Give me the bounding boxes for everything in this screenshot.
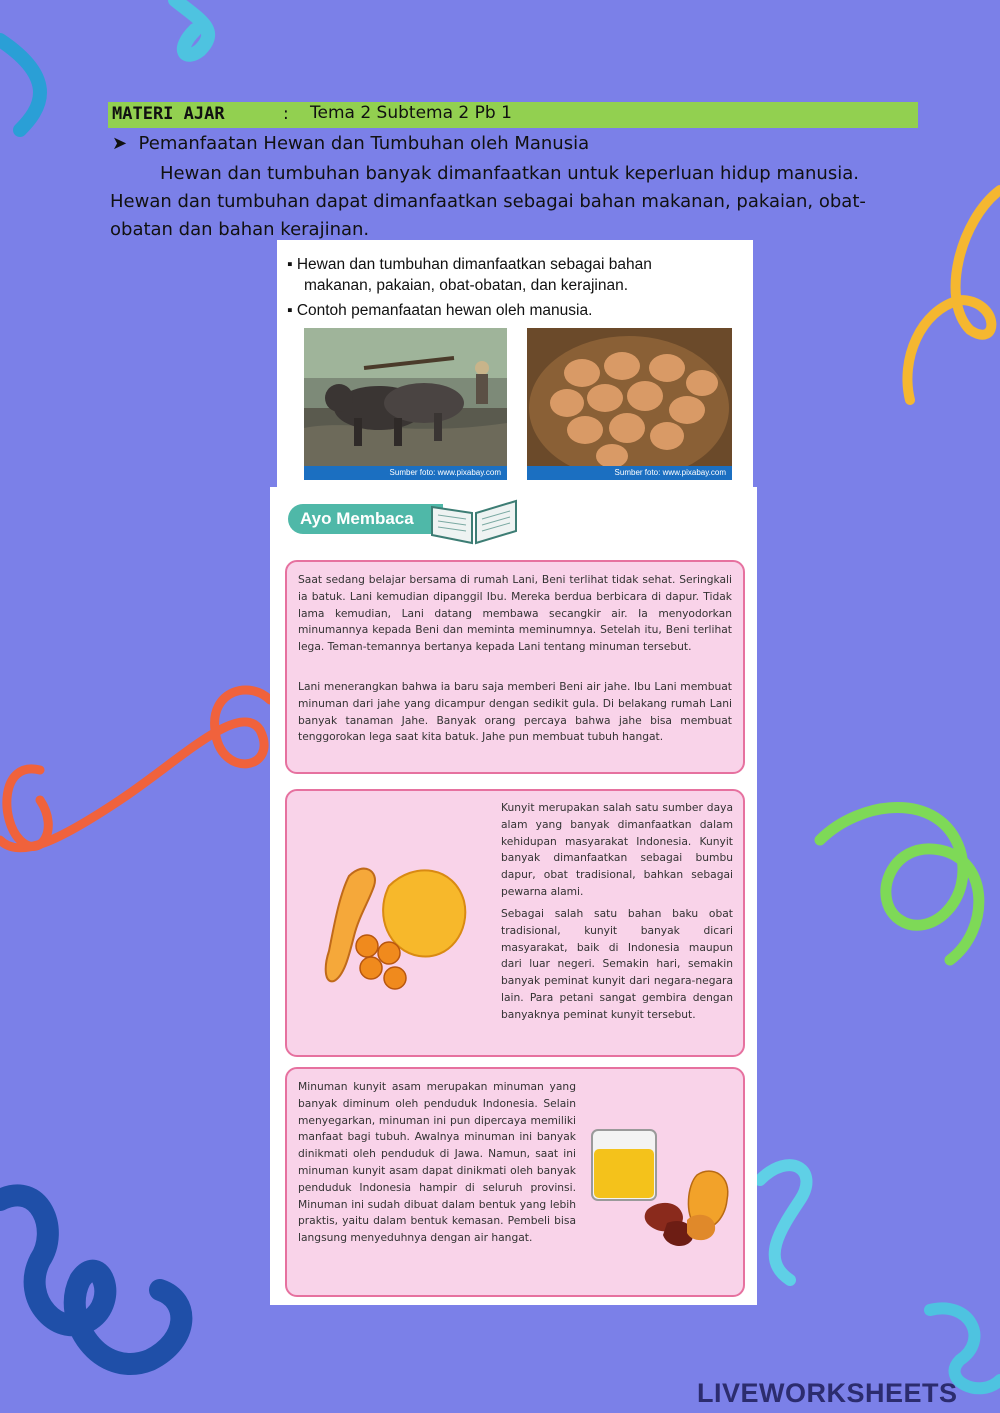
reading-box-kunyit-asam [285, 1067, 745, 1297]
kunyit-paragraph-1: Kunyit merupakan salah satu sumber daya alam yang banyak dimanfaatkan dalam kehidupan masyarakat Indonesia. Kunyit banyak dimanfaatkan sebagai bumbu dapur, obat tradisional, bahkan sebagai pewarna alami. [501, 801, 733, 898]
liveworksheets-watermark: LIVEWORKSHEETS [697, 1378, 958, 1408]
bullet-item-2-text: Contoh pemanfaatan hewan oleh manusia. [296, 302, 593, 319]
bullet-item-1-line2: makanan, pakaian, obat-obatan, dan kerajinan. [304, 277, 629, 294]
textbook-excerpt-animals [277, 240, 753, 488]
photo-caption: Sumber foto: www.pixabay.com [527, 466, 732, 480]
bullet-item-1 [287, 254, 652, 296]
jahe-paragraph-2: Lani menerangkan bahwa ia baru saja memberi Beni air jahe. Ibu Lani membuat minuman dari jahe yang dicampur dengan sedikit gula. Di belakang rumah Lani banyak tanaman Jahe. Banyak orang percaya bahwa jahe bisa membuat tenggorokan lega saat kita batuk. Jahe pun membuat tubuh hangat. [298, 680, 732, 744]
bullet-heading-text: Pemanfaatan Hewan dan Tumbuhan oleh Manusia [138, 133, 590, 154]
header-topic: Tema 2 Subtema 2 Pb 1 [310, 103, 512, 123]
turmeric-illustration [319, 856, 469, 996]
header-colon: : [283, 104, 289, 124]
textbook-excerpt-reading [270, 487, 757, 1305]
kunyit-paragraph-2: Sebagai salah satu bahan baku obat tradisional, kunyit banyak dicari masyarakat, baik di Indonesia maupun dari luar negeri. Semakin hari, semakin banyak peminat kunyit dari negara-negara lain. Para petani sangat gembira dengan banyaknya peminat kunyit tersebut. [501, 907, 733, 1021]
kunyit-asam-paragraph: Minuman kunyit asam merupakan minuman yang banyak diminum oleh penduduk Indonesia. Selain menyegarkan, minuman ini pun dipercaya memiliki manfaat bagi tubuh. Awalnya minuman ini banyak dinikmati oleh penduduk di Jawa. Namun, saat ini minuman kunyit asam dapat dinikmati oleh banyak penduduk Indonesia hampir di seluruh provinsi. Minuman ini sudah dibuat dalam bentuk yang lebih praktis, yaitu dalam bentuk kemasan. Pembeli bisa langsung menyeduhnya dengan air hangat. [298, 1080, 576, 1245]
eggs-basket-photo [527, 328, 732, 480]
intro-paragraph: Hewan dan tumbuhan banyak dimanfaatkan untuk keperluan hidup manusia. Hewan dan tumbuhan dapat dimanfaatkan sebagai bahan makanan, pakaian, obat-obatan dan bahan kerajinan. [110, 163, 866, 240]
reading-box-jahe [285, 560, 745, 774]
kunyit-asam-drink-illustration [587, 1125, 747, 1255]
ayo-membaca-label: Ayo Membaca [288, 504, 443, 534]
jahe-paragraph-1: Saat sedang belajar bersama di rumah Lani, Beni terlihat tidak sehat. Seringkali ia batuk. Lani kemudian dipanggil Ibu. Mereka berdua berbicara di dapur. Tidak lama kemudian, Lani datang membawa secangkir air. Ia menyodorkan minumannya kepada Beni dan meminta meminumnya. Setelah itu, Beni terlihat lega. Teman-temannya bertanya kepada Lani tentang minuman tersebut. [298, 573, 732, 654]
bullet-item-1-line1: Hewan dan tumbuhan dimanfaatkan sebagai bahan [296, 256, 652, 273]
bullet-item-2 [287, 300, 592, 321]
buffalo-plowing-photo [304, 328, 507, 480]
reading-box-kunyit [285, 789, 745, 1057]
arrow-bullet-icon: ➤ [112, 133, 128, 154]
open-book-icon [428, 495, 520, 545]
square-bullet-icon: ▪ [287, 302, 293, 319]
header-bar [108, 102, 918, 128]
bullet-heading [112, 133, 589, 154]
photo-caption: Sumber foto: www.pixabay.com [304, 466, 507, 480]
header-label: MATERI AJAR [112, 104, 225, 124]
square-bullet-icon: ▪ [287, 256, 293, 273]
